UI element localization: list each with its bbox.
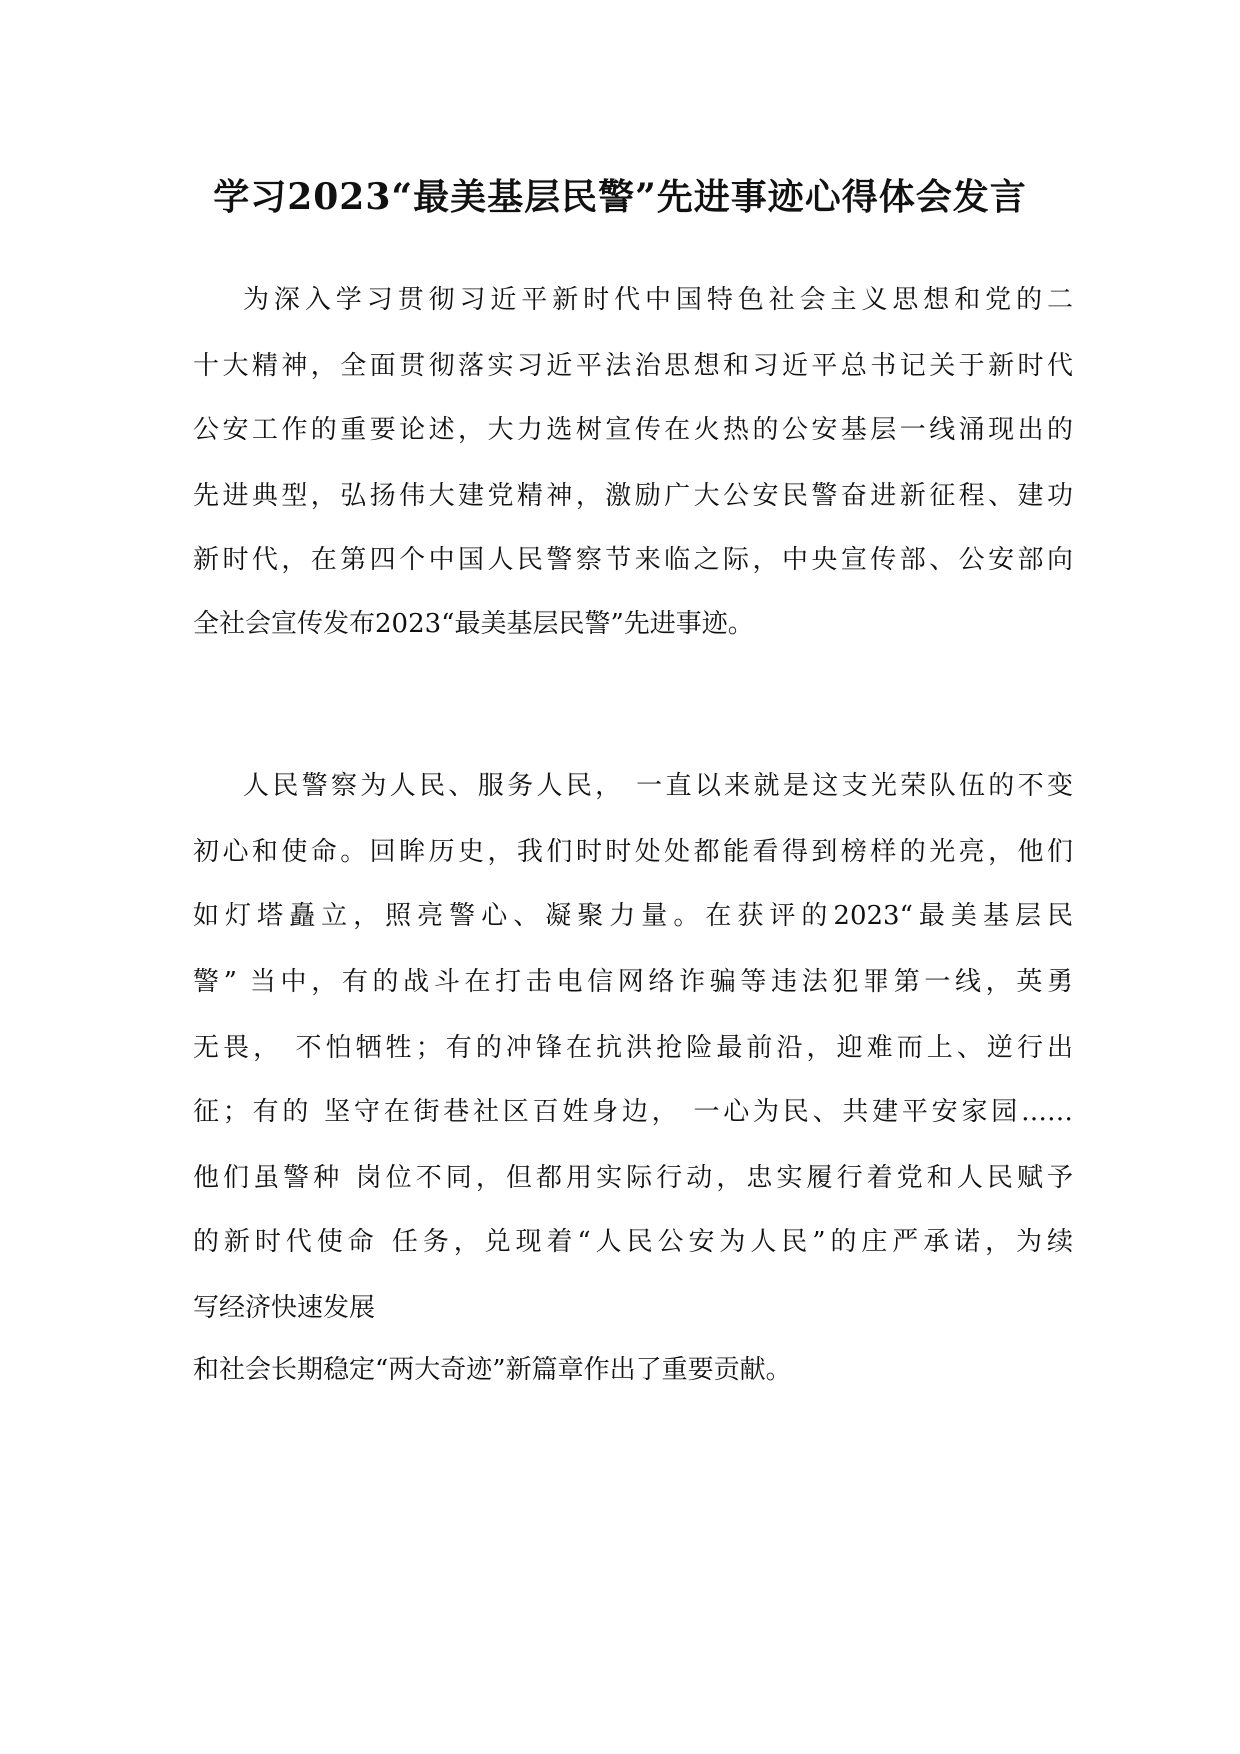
paragraph-2-line-6: 征；有的 坚守在街巷社区百姓身边， 一心为民、共建平安家园…… [193, 1097, 1073, 1127]
paragraph-1-line-3: 公安工作的重要论述，大力选树宣传在火热的公安基层一线涌现出的 [193, 415, 1073, 445]
paragraph-2-line-3: 如灯塔矗立，照亮警心、凝聚力量。在获评的2023“最美基层民 [193, 901, 1073, 931]
paragraph-1-line-1: 为深入学习贯彻习近平新时代中国特色社会主义思想和党的二 [243, 285, 1073, 315]
paragraph-2-line-5: 无畏， 不怕牺牲；有的冲锋在抗洪抢险最前沿，迎难而上、逆行出 [193, 1033, 1073, 1063]
paragraph-2-line-1: 人民警察为人民、服务人民， 一直以来就是这支光荣队伍的不变 [243, 771, 1073, 801]
paragraph-2-line-4: 警” 当中，有的战斗在打击电信网络诈骗等违法犯罪第一线，英勇 [193, 967, 1073, 997]
paragraph-2-line-7: 他们虽警种 岗位不同，但都用实际行动，忠实履行着党和人民赋予 [193, 1163, 1073, 1193]
paragraph-1-line-6: 全社会宣传发布2023“最美基层民警”先进事迹。 [193, 609, 754, 639]
paragraph-2-line-2: 初心和使命。回眸历史，我们时时处处都能看得到榜样的光亮，他们 [193, 837, 1073, 867]
paragraph-2-line-10: 和社会长期稳定“两大奇迹”新篇章作出了重要贡献。 [193, 1355, 792, 1385]
paragraph-1-line-2: 十大精神，全面贯彻落实习近平法治思想和习近平总书记关于新时代 [193, 351, 1073, 381]
document-title: 学习2023“最美基层民警”先进事迹心得体会发言 [213, 176, 1027, 218]
paragraph-1-line-5: 新时代，在第四个中国人民警察节来临之际，中央宣传部、公安部向 [193, 545, 1073, 575]
paragraph-1-line-4: 先进典型，弘扬伟大建党精神，激励广大公安民警奋进新征程、建功 [193, 481, 1073, 511]
paragraph-2-line-8: 的新时代使命 任务，兑现着“人民公安为人民”的庄严承诺，为续 [193, 1227, 1073, 1257]
paragraph-2-line-9: 写经济快速发展 [193, 1293, 376, 1323]
